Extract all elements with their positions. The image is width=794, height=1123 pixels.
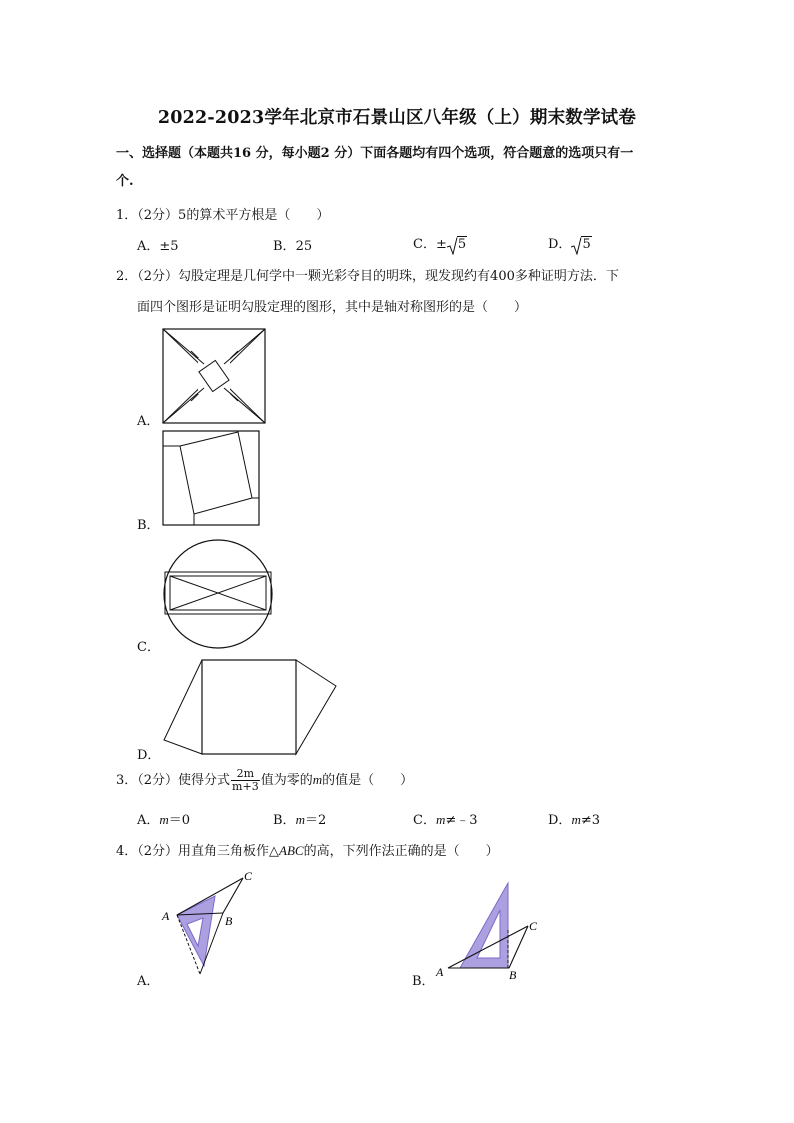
question-2-line-1: 2．（2分）勾股定理是几何学中一颗光彩夺目的明珠，现发现约有400多种证明方法．下 [116, 269, 619, 284]
q4a-point-a: A [162, 909, 170, 923]
page-title: 2022-2023学年北京市石景山区八年级（上）期末数学试卷 [157, 108, 637, 128]
q2-figure-d [160, 656, 340, 760]
q2-figure-c [160, 536, 278, 654]
q3-option-b: B．m＝2 [273, 812, 327, 828]
q4b-point-c: C [529, 919, 538, 933]
section-1-heading [116, 140, 686, 196]
q2-figure-b [160, 428, 264, 528]
fraction: $\frac{2m}{m+3}$ [232, 767, 259, 793]
q3-option-a: A．m＝0 [137, 812, 191, 828]
question-4-text: 4．（2分）用直角三角板作△ABC的高，下列作法正确的是（ ） [116, 843, 499, 859]
q4-figure-b [432, 880, 552, 980]
q2-figure-a [160, 326, 268, 426]
q2-label-b: B． [137, 518, 160, 533]
q4-figure-a [155, 866, 265, 981]
q4a-point-c: C [244, 869, 253, 883]
q3-option-c: C．m≠﹣3 [413, 812, 478, 828]
q2-label-d: D． [137, 748, 161, 763]
q2-label-c: C． [137, 640, 160, 655]
q1-option-c: C．± 5 [413, 237, 467, 252]
q4-label-a: A． [137, 974, 160, 989]
q1-option-a: A．±5 [137, 239, 179, 254]
question-3-text: 3．（2分）使得分式 $\frac{2m}{m+3}$ 值为零的m的值是（ ） [116, 767, 414, 793]
sqrt-symbol: 5 [447, 236, 467, 254]
section-1-line-1: 一、选择题（本题共16 分，每小题2 分）下面各题均有四个选项，符合题意的选项只有一 [116, 146, 634, 161]
section-1-line-2: 个. [116, 174, 134, 189]
q1-option-d: D． 5 [548, 237, 591, 252]
q4-label-b: B． [412, 974, 435, 989]
q3-option-d: D．m≠3 [548, 812, 600, 828]
q2-label-a: A． [137, 414, 160, 429]
q4a-point-b: B [225, 914, 233, 928]
q4b-point-b: B [509, 968, 517, 980]
sqrt-symbol: 5 [571, 236, 591, 254]
q4b-point-a: A [436, 965, 444, 979]
q1-option-b: B．25 [273, 239, 313, 254]
question-1-text: 1．（2分）5的算术平方根是（ ） [116, 208, 330, 223]
question-2-line-2: 面四个图形是证明勾股定理的图形，其中是轴对称图形的是（ ） [137, 300, 528, 315]
